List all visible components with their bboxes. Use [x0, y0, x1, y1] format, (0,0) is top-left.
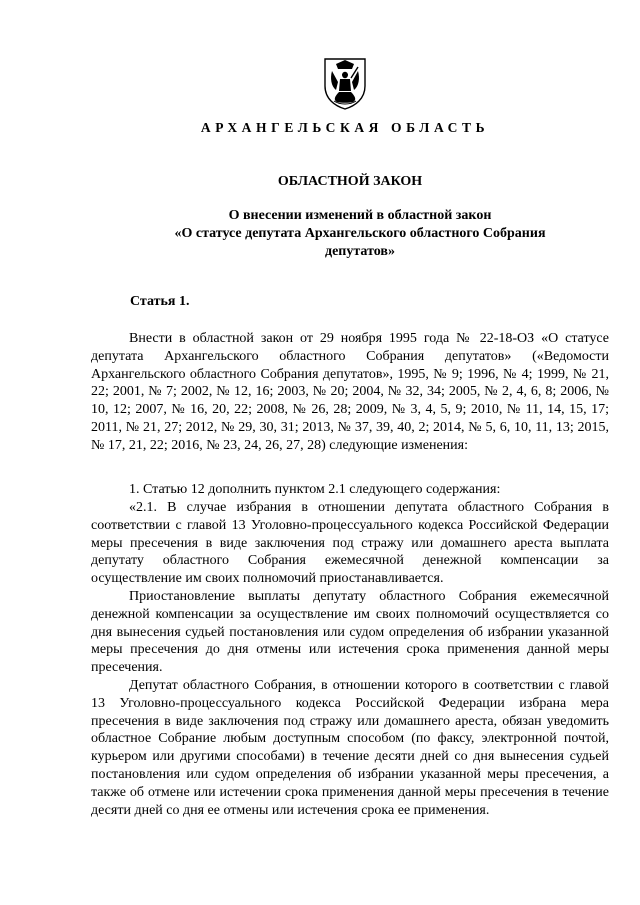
- document-type: ОБЛАСТНОЙ ЗАКОН: [277, 174, 423, 189]
- coat-of-arms-icon: [322, 56, 368, 110]
- law-title-line: депутатов»: [325, 244, 395, 259]
- law-title-line: О внесении изменений в областной закон: [228, 208, 492, 223]
- quoted-paragraph: Депутат областного Собрания, в отношении которого в соответствии с главой 13 Уголовно-процессуального кодекса Российской Федерации избрана мера пресечения в виде заключения под стражу или домашнего ареста, обязан уведомить областное Собрание любым доступным способом (по факсу, электронной почтой, курьером или другими способами) в течение десяти дней со дня вынесения судьей постановления или судом определения об избрании указанной меры пресечения, а также об отмене или истечении срока применения данной меры пресечения в течение десяти дней со дня ее отмены или истечения срока ее применения.: [91, 678, 609, 818]
- law-title: [150, 207, 570, 261]
- region-name: АРХАНГЕЛЬСКАЯ ОБЛАСТЬ: [200, 120, 490, 135]
- quoted-paragraph: «2.1. В случае избрания в отношении депутата областного Собрания в соответствии с главой 13 Уголовно-процессуального кодекса Российской Федерации меры пресечения в виде заключения под стражу или домашнего ареста выплата депутату областного Собрания ежемесячной денежной компенсации за осуществление им своих полномочий приостанавливается.: [91, 500, 609, 587]
- article-heading: Статья 1.: [130, 294, 190, 309]
- article-intro-paragraph: Внести в областной закон от 29 ноября 1995 года № 22-18-ОЗ «О статусе депутата Архангельского областного Собрания депутатов» («Ведомости Архангельского областного Собрания депутатов», 1995, № 9; 1996, № 4; 1999, № 21, 22; 2001, № 7; 2002, № 12, 16; 2003, № 20; 2004, № 32, 34; 2005, № 2, 4, 6, 8; 2006, № 10, 12; 2007, № 16, 20, 22; 2008, № 26, 28; 2009, № 3, 4, 5, 9; 2010, № 11, 14, 15, 17; 2011, № 21, 27; 2012, № 29, 30, 31; 2013, № 37, 39, 40, 2; 2014, № 5, 6, 10, 11, 13; 2015, № 17, 21, 22; 2016, № 23, 24, 26, 27, 28) следующие изменения:: [91, 331, 609, 453]
- quoted-paragraph: Приостановление выплаты депутату областного Собрания ежемесячной денежной компенсации за осуществление им своих полномочий осуществляется со дня вынесения судьей постановления или судом определения об избрании указанной меры пресечения до дня отмены или истечения срока применения данной меры пресечения.: [91, 589, 609, 676]
- law-title-line: «О статусе депутата Архангельского областного Собрания: [174, 226, 546, 241]
- amendment-item: 1. Статью 12 дополнить пунктом 2.1 следующего содержания:: [129, 482, 501, 497]
